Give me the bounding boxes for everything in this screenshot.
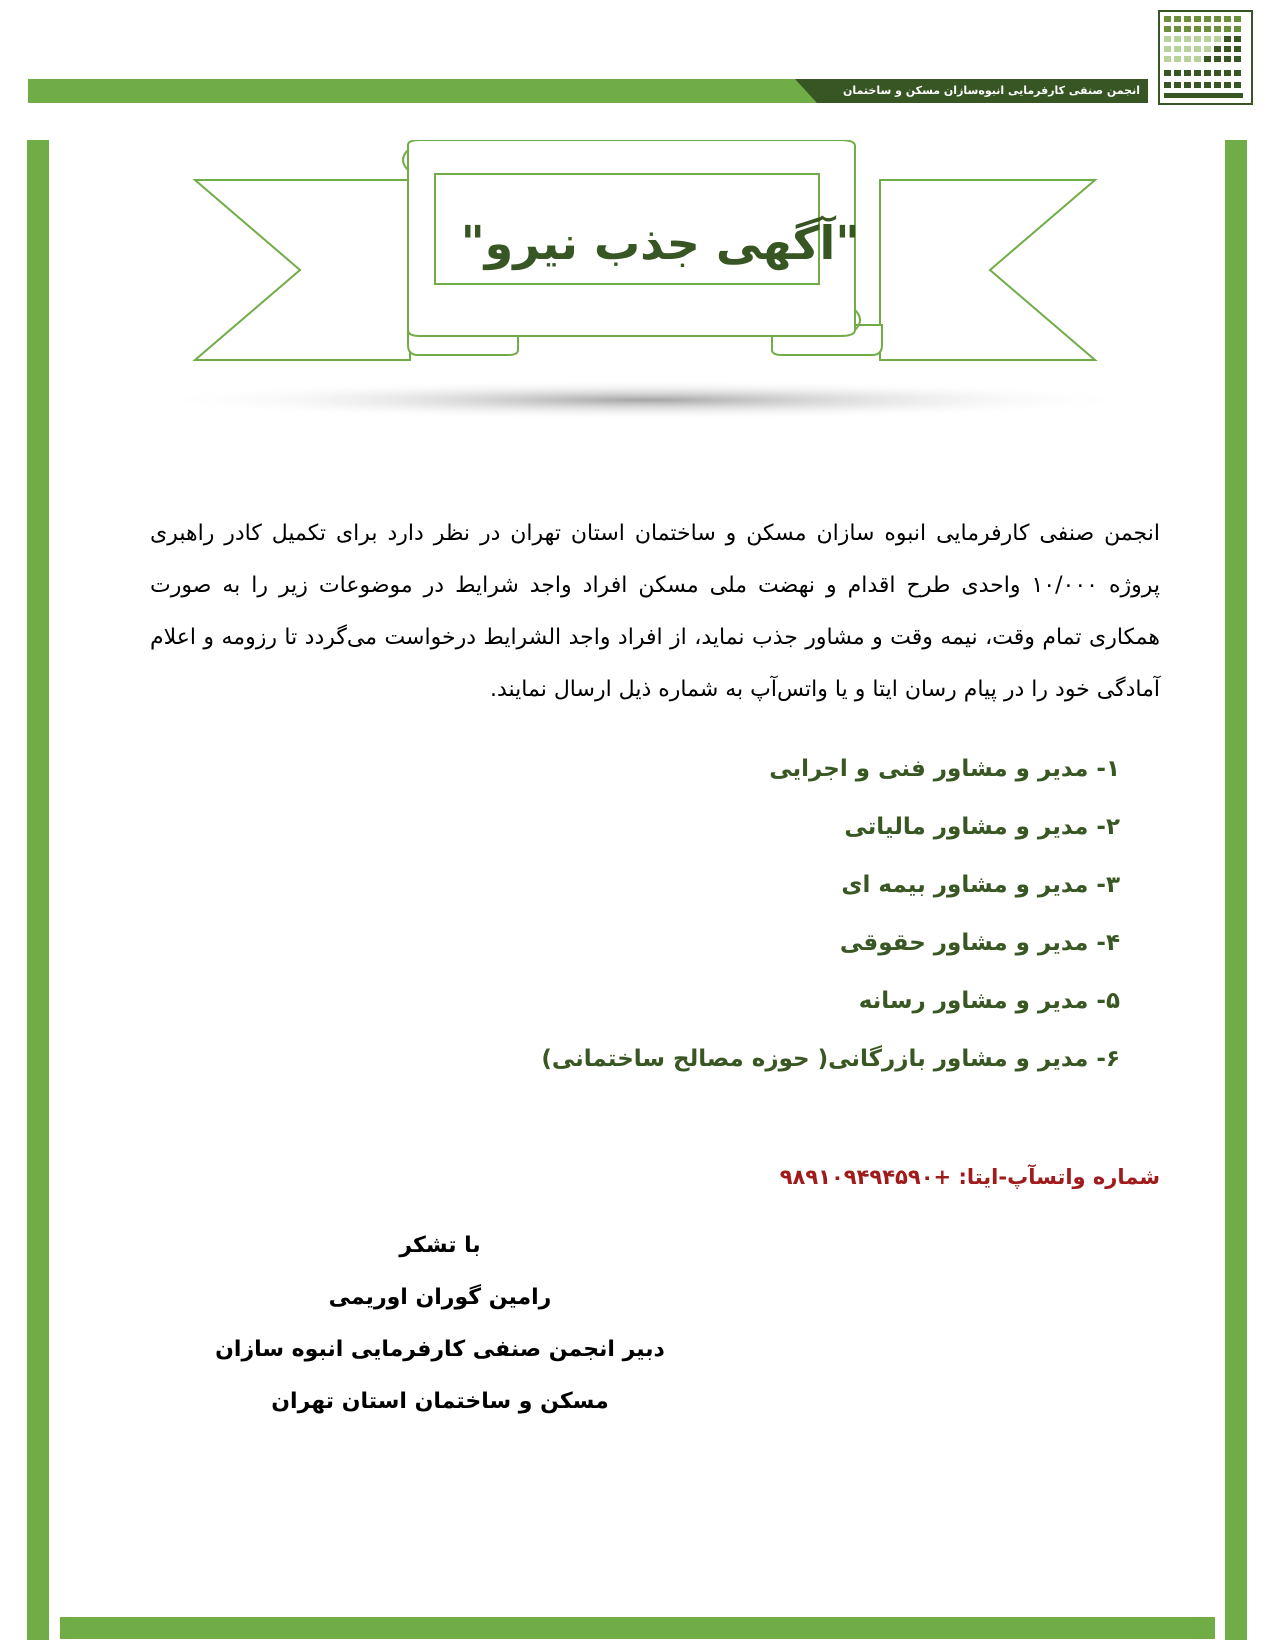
list-item: ۳- مدیر و مشاور بیمه ای <box>841 872 1120 898</box>
intro-paragraph: انجمن صنفی کارفرمایی انبوه سازان مسکن و ساختمان استان تهران در نظر دارد برای تکمیل کادر راهبری پروژه ۱۰/۰۰۰ واحدی طرح اقدام و نهضت ملی مسکن افراد واجد شرایط در موضوعات زیر را به صورت همکاری تمام وقت، نیمه وقت و مشاور جذب نماید، از افراد واجد الشرایط درخواست می‌گردد تا رزومه و اعلام آمادگی خود را در پیام رسان ایتا و یا واتس‌آپ به شماره ذیل ارسال نمایند. <box>150 521 1160 702</box>
frame-left-border <box>27 140 49 1640</box>
signature-name: رامین گوران اوریمی <box>328 1285 552 1310</box>
signature-title-line2: مسکن و ساختمان استان تهران <box>271 1389 609 1414</box>
list-item: ۶- مدیر و مشاور بازرگانی( حوزه مصالح ساختمانی) <box>541 1046 1120 1072</box>
list-item: ۵- مدیر و مشاور رسانه <box>858 988 1120 1014</box>
contact-phone-number: +۹۸۹۱۰۹۴۹۴۵۹۰ <box>779 1165 952 1189</box>
signature-thanks: با تشکر <box>399 1233 481 1258</box>
frame-right-border <box>1225 140 1247 1640</box>
signature-block <box>140 1220 740 1428</box>
signature-title-line1: دبیر انجمن صنفی کارفرمایی انبوه سازان <box>215 1337 665 1362</box>
contact-label: شماره واتسآپ-ایتا: <box>958 1165 1160 1189</box>
organization-logo-icon <box>1158 10 1253 105</box>
header-org-title: انجمن صنفی کارفرمایی انبوه‌سازان مسکن و ساختمان استان تهران <box>843 84 1140 121</box>
list-item: ۱- مدیر و مشاور فنی و اجرایی <box>769 756 1120 782</box>
list-item: ۴- مدیر و مشاور حقوقی <box>839 930 1120 956</box>
page-title: "آگهی جذب نیرو" <box>460 215 860 270</box>
positions-list <box>450 740 1120 1088</box>
contact-line <box>600 1165 1160 1189</box>
frame-bottom-border <box>60 1617 1215 1639</box>
list-item: ۲- مدیر و مشاور مالیاتی <box>844 814 1120 840</box>
